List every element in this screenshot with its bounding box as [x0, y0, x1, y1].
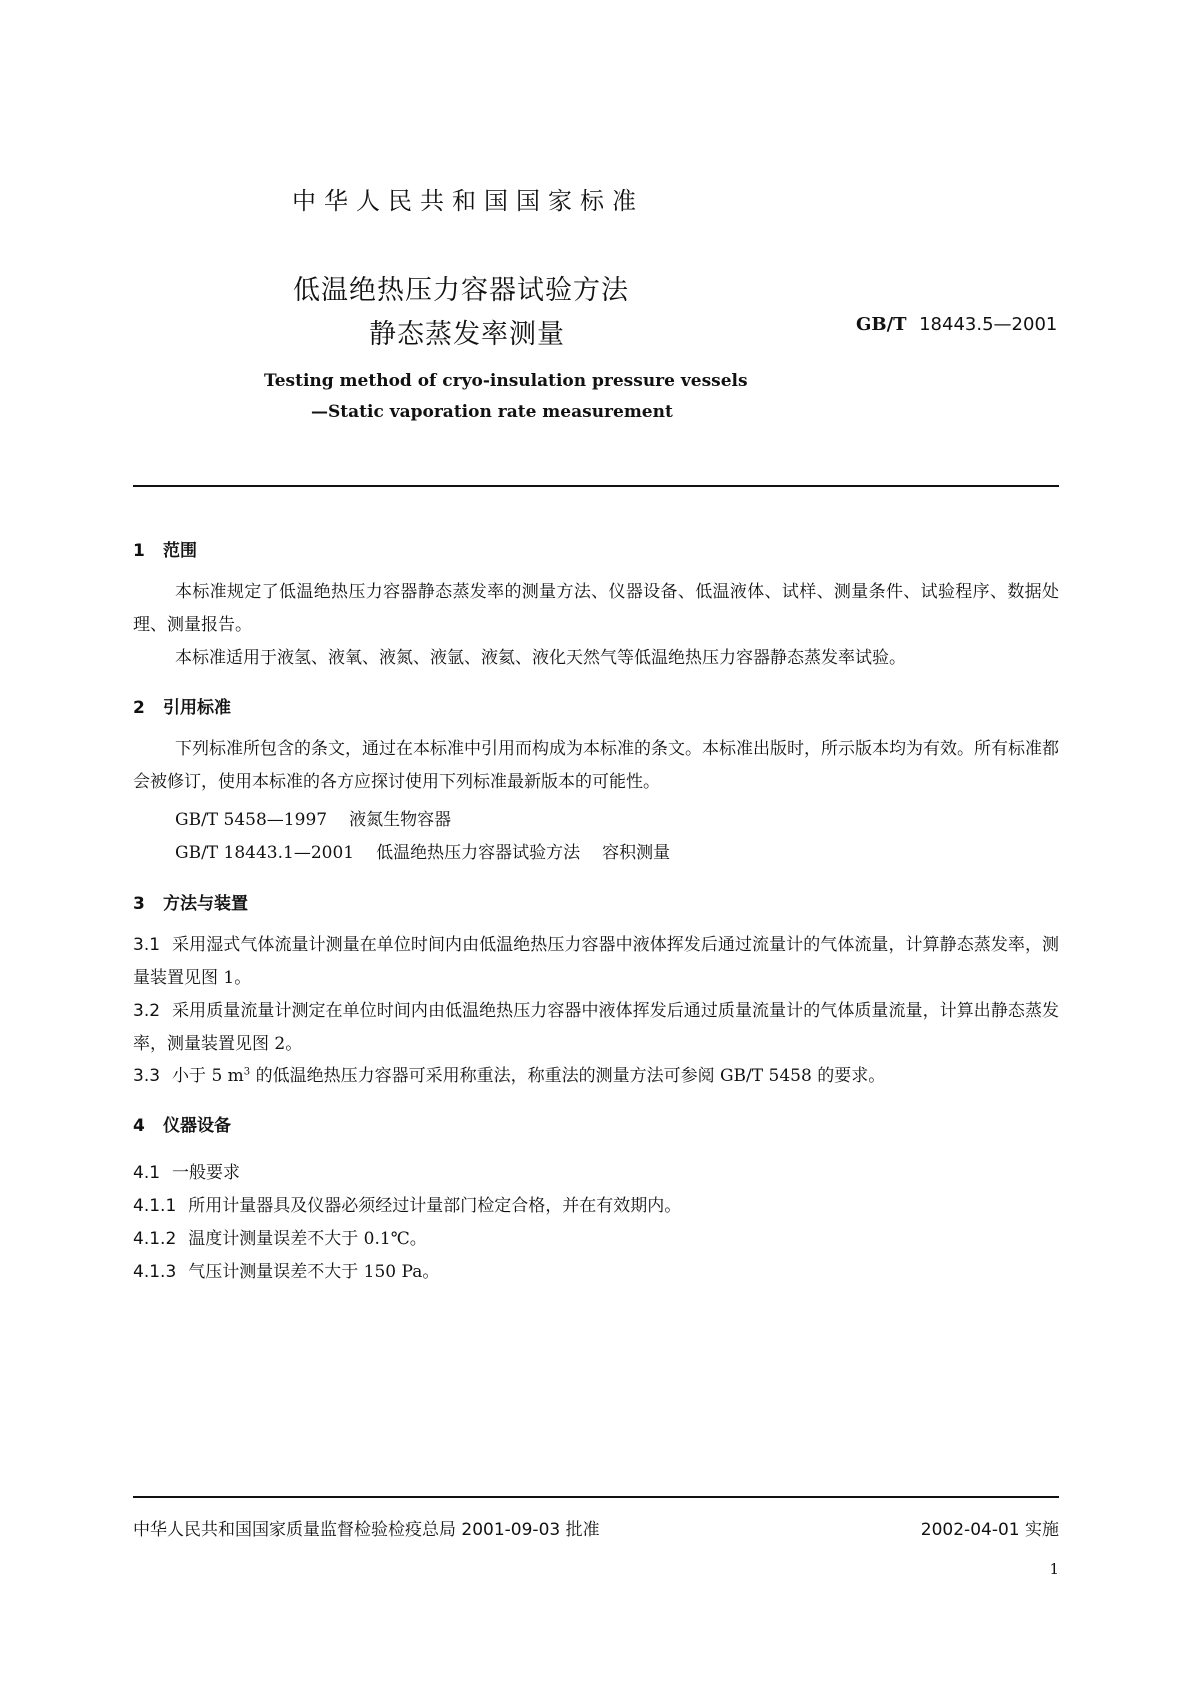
clause-4-1-2: [133, 1224, 427, 1249]
standard-code-prefix: GB/T: [856, 314, 907, 335]
clause-3-1-text: 采用湿式气体流量计测量在单位时间内由低温绝热压力容器中液体挥发后通过流量计的气体流量，计算静态蒸发率，测量装置见图 1。: [133, 935, 1059, 988]
section-4-heading: [133, 1111, 231, 1136]
superscript-cubic: 3: [243, 1066, 251, 1078]
clause-4-1-3: [133, 1257, 439, 1282]
section-1-paragraph-1: 本标准规定了低温绝热压力容器静态蒸发率的测量方法、仪器设备、低温液体、试样、测量条件、试验程序、数据处理、测量报告。: [133, 582, 1059, 635]
clause-4-1-1-text: 所用计量器具及仪器必须经过计量部门检定合格，并在有效期内。: [188, 1196, 682, 1216]
clause-4-1-1: [133, 1191, 681, 1216]
clause-4-1-2-number: 4.1.2: [133, 1229, 177, 1249]
standard-code: [856, 314, 1057, 335]
standard-type-heading: 中华人民共和国国家标准: [292, 187, 644, 215]
document-title-line1: 低温绝热压力容器试验方法: [293, 275, 629, 306]
clause-3-2-number: 3.2: [133, 1001, 161, 1021]
clause-3-2-text: 采用质量流量计测定在单位时间内由低温绝热压力容器中液体挥发后通过质量流量计的气体质量流量，计算出静态蒸发率，测量装置见图 2。: [133, 1001, 1059, 1054]
clause-3-3: [133, 1061, 885, 1086]
clause-3-3-text-b: 的低温绝热压力容器可采用称重法，称重法的测量方法可参阅 GB/T 5458 的要求。: [250, 1066, 886, 1086]
reference-2: [175, 838, 670, 863]
section-2-number: 2: [133, 698, 145, 718]
reference-1-code: GB/T 5458—1997: [175, 810, 328, 830]
reference-2-subtitle: 容积测量: [602, 843, 671, 863]
clause-3-3-text-a: 小于 5 m: [172, 1066, 244, 1086]
english-title-line1: Testing method of cryo-insulation pressure vessels: [264, 371, 748, 391]
clause-3-1-number: 3.1: [133, 935, 161, 955]
clause-4-1-text: 一般要求: [172, 1163, 241, 1183]
footer-divider: [133, 1496, 1059, 1498]
section-4-title: 仪器设备: [163, 1116, 231, 1136]
section-1-heading: [133, 536, 197, 561]
section-1-number: 1: [133, 541, 145, 561]
reference-1: [175, 805, 451, 830]
section-3-number: 3: [133, 894, 145, 914]
section-2-paragraph-1: 下列标准所包含的条文，通过在本标准中引用而构成为本标准的条文。本标准出版时，所示版本均为有效。所有标准都会被修订，使用本标准的各方应探讨使用下列标准最新版本的可能性。: [133, 739, 1059, 792]
section-4-number: 4: [133, 1116, 145, 1136]
clause-3-2: [133, 995, 1059, 1061]
section-2-heading: [133, 693, 231, 718]
clause-3-1: [133, 929, 1059, 995]
issued-statement: 中华人民共和国国家质量监督检验检疫总局 2001-09-03 批准: [133, 1520, 600, 1540]
reference-2-title: 低温绝热压力容器试验方法: [376, 843, 581, 863]
section-2-title: 引用标准: [163, 698, 231, 718]
section-1-paragraph-2: 本标准适用于液氢、液氧、液氮、液氩、液氦、液化天然气等低温绝热压力容器静态蒸发率试验。: [175, 648, 906, 668]
section-1-title: 范围: [163, 541, 197, 561]
clause-4-1-2-text: 温度计测量误差不大于 0.1℃。: [188, 1229, 427, 1249]
section-3-title: 方法与装置: [163, 894, 248, 914]
page-number: 1: [1049, 1560, 1059, 1578]
clause-4-1-3-text: 气压计测量误差不大于 150 Pa。: [188, 1262, 440, 1282]
effective-date: 2002-04-01 实施: [920, 1520, 1059, 1540]
clause-4-1-number: 4.1: [133, 1163, 161, 1183]
clause-4-1-3-number: 4.1.3: [133, 1262, 177, 1282]
clause-4-1-1-number: 4.1.1: [133, 1196, 177, 1216]
reference-2-code: GB/T 18443.1—2001: [175, 843, 355, 863]
clause-3-3-number: 3.3: [133, 1066, 161, 1086]
english-title-line2: —Static vaporation rate measurement: [311, 402, 673, 422]
document-title-line2: 静态蒸发率测量: [369, 319, 565, 350]
section-3-heading: [133, 889, 248, 914]
clause-4-1: [133, 1158, 240, 1183]
standard-code-number: 18443.5—2001: [919, 314, 1058, 335]
reference-1-title: 液氮生物容器: [349, 810, 452, 830]
header-divider: [133, 485, 1059, 487]
